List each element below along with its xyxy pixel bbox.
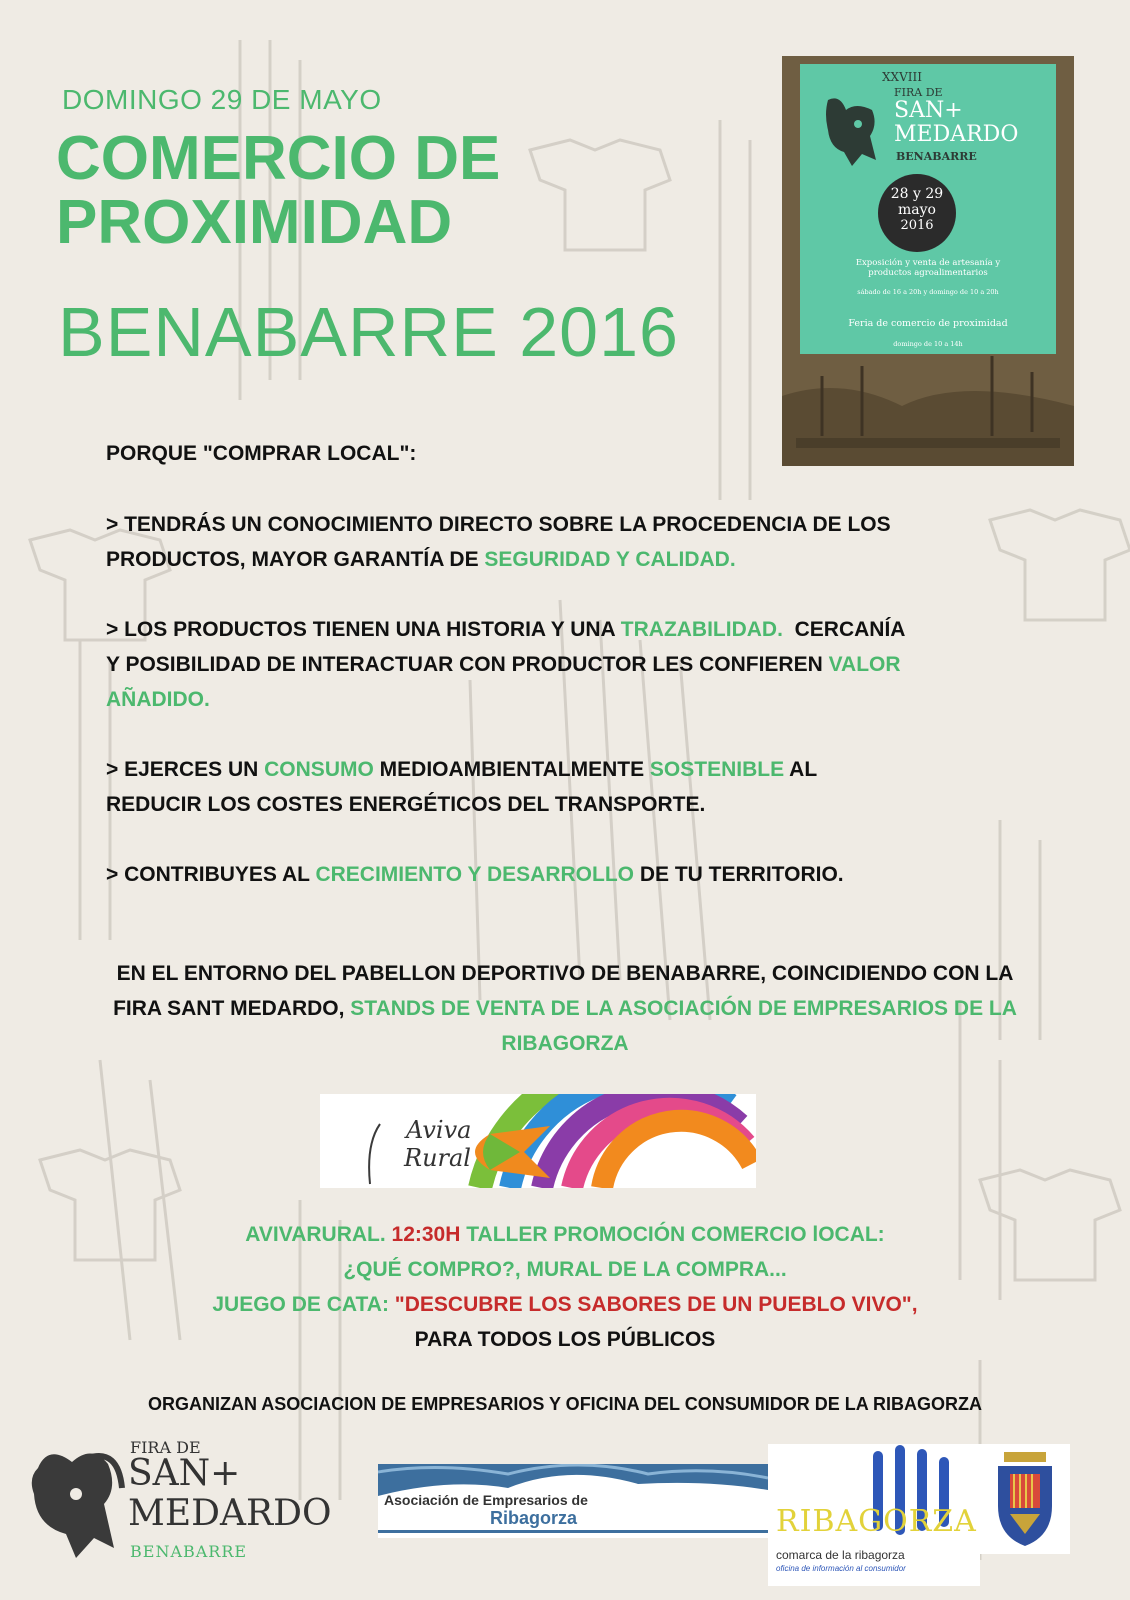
workshop-line3 <box>100 1287 1030 1322</box>
comarca-label: comarca de la ribagorza <box>776 1548 905 1562</box>
poster-expo <box>802 258 1054 278</box>
poster-town: BENABARRE <box>896 150 977 163</box>
poster-month: mayo <box>898 202 936 218</box>
fira-san-medardo-logo <box>18 1438 348 1588</box>
benefit-3-line2: REDUCIR LOS COSTES ENERGÉTICOS DEL TRANSPORTE. <box>106 793 706 816</box>
title-line-2: PROXIMIDAD <box>56 188 453 257</box>
festival-poster <box>782 56 1074 466</box>
organizers-line: ORGANIZAN ASOCIACION DE EMPRESARIOS Y OFICINA DEL CONSUMIDOR DE LA RIBAGORZA <box>147 1394 983 1414</box>
poster-fira-de: FIRA DE <box>894 86 943 99</box>
venue-highlight-a: STANDS DE VENTA DE LA ASOCIACIÓN DE EMPRESARIOS DE LA <box>350 997 1017 1020</box>
venue-info <box>40 956 1090 1061</box>
benefit-3-line1 <box>106 752 817 787</box>
workshop-name: AVIVARURAL. <box>245 1223 392 1246</box>
poster-year: 2016 <box>900 218 934 233</box>
benefit-2-highlight-c: AÑADIDO. <box>106 688 210 711</box>
poster-expo-line1: Exposición y venta de artesanía y <box>855 258 1001 268</box>
benefit-1 <box>106 507 891 577</box>
tasting-label: JUEGO DE CATA: <box>212 1293 395 1316</box>
oficina-label: oficina de información al consumidor <box>776 1564 906 1573</box>
benefit-1-text: PRODUCTOS, MAYOR GARANTÍA DE <box>106 548 485 571</box>
benefit-3-text-c: AL <box>784 758 818 781</box>
poster-trees-decoration <box>782 356 1074 466</box>
benefit-3 <box>106 752 817 822</box>
coat-of-arms-icon <box>980 1444 1070 1554</box>
poster-date-circle <box>878 174 956 252</box>
poster-expo-line2: productos agroalimentarios <box>868 268 988 278</box>
benefit-2-highlight-b: VALOR <box>828 653 901 676</box>
benabarre-label: BENABARRE <box>130 1542 248 1561</box>
benefit-4-highlight: CRECIMIENTO Y DESARROLLO <box>315 863 634 886</box>
ribagorza-comarca-logo <box>768 1444 980 1586</box>
benefit-1-line1: > TENDRÁS UN CONOCIMIENTO DIRECTO SOBRE LA PROCEDENCIA DE LOS <box>106 513 891 536</box>
venue-line1: EN EL ENTORNO DEL PABELLON DEPORTIVO DE BENABARRE, COINCIDIENDO CON LA <box>116 962 1014 985</box>
benefit-3-highlight-a: CONSUMO <box>264 758 374 781</box>
poster-feria: Feria de comercio de proximidad <box>848 318 1008 329</box>
aviva-rural-rainbow-icon <box>320 1094 756 1188</box>
benefit-1-line2 <box>106 542 891 577</box>
poster-name-line2: MEDARDO <box>894 122 1019 147</box>
workshop-info <box>100 1217 1030 1357</box>
aviva-rural-logo <box>320 1094 756 1188</box>
asociacion-empresarios-logo <box>378 1464 768 1538</box>
goat-head-icon <box>18 1438 130 1588</box>
rural-word: Rural <box>404 1144 471 1172</box>
benefit-2-line2 <box>106 647 905 682</box>
benefit-2-text-b: CERCANÍA <box>782 618 906 641</box>
event-date: DOMINGO 29 DE MAYO <box>62 84 382 115</box>
aviva-word: Aviva <box>406 1116 472 1144</box>
goat-illustration-icon <box>818 92 890 168</box>
ribagorza-word: RIBAGORZA <box>776 1504 977 1539</box>
benefit-4-text-b: DE TU TERRITORIO. <box>634 863 844 886</box>
benefit-1-highlight: SEGURIDAD Y CALIDAD. <box>484 548 736 571</box>
benefit-2-text-c: Y POSIBILIDAD DE INTERACTUAR CON PRODUCTOR LES CONFIEREN <box>106 653 829 676</box>
benefit-2-highlight-a: TRAZABILIDAD. <box>620 618 783 641</box>
page-subtitle: BENABARRE 2016 <box>58 293 679 371</box>
workshop-audience: PARA TODOS LOS PÚBLICOS <box>414 1328 716 1351</box>
tasting-title: "DESCUBRE LOS SABORES DE UN PUEBLO VIVO", <box>394 1293 918 1316</box>
workshop-time: 12:30H <box>391 1223 461 1246</box>
poster-edition: XXVIII <box>882 70 922 84</box>
fira-de-label: FIRA DE <box>130 1438 201 1457</box>
poster-days: 28 y 29 <box>890 186 944 202</box>
benefit-2-text-a: > LOS PRODUCTOS TIENEN UNA HISTORIA Y UNA <box>106 618 621 641</box>
medardo-label: MEDARDO <box>128 1493 332 1534</box>
benefit-4 <box>106 857 844 892</box>
benefit-4-text-a: > CONTRIBUYES AL <box>106 863 316 886</box>
benabarre-coat-of-arms <box>980 1444 1070 1554</box>
benefit-3-text-a: > EJERCES UN <box>106 758 265 781</box>
workshop-title: TALLER PROMOCIÓN COMERCIO lOCAL: <box>460 1223 885 1246</box>
benefit-2 <box>106 612 905 717</box>
workshop-line1 <box>100 1217 1030 1252</box>
venue-highlight-b: RIBAGORZA <box>501 1032 629 1055</box>
san-label: SAN+ <box>128 1453 241 1494</box>
page-title <box>56 124 501 257</box>
intro-heading: PORQUE "COMPRAR LOCAL": <box>106 442 417 465</box>
poster-schedule-1: sábado de 16 a 20h y domingo de 10 a 20h <box>857 288 999 296</box>
asociacion-line1: Asociación de Empresarios de <box>384 1492 588 1508</box>
benefit-3-text-b: MEDIOAMBIENTALMENTE <box>373 758 650 781</box>
poster-schedule-2: domingo de 10 a 14h <box>893 340 963 348</box>
title-line-1: COMERCIO DE <box>56 124 501 193</box>
benefit-2-line1 <box>106 612 905 647</box>
workshop-line2: ¿QUÉ COMPRO?, MURAL DE LA COMPRA... <box>343 1258 787 1281</box>
venue-text: FIRA SANT MEDARDO, <box>113 997 351 1020</box>
poster-name-line1: SAN+ <box>894 98 963 123</box>
venue-line2 <box>40 991 1090 1026</box>
asociacion-line2: Ribagorza <box>490 1508 578 1528</box>
benefit-3-highlight-b: SOSTENIBLE <box>649 758 785 781</box>
